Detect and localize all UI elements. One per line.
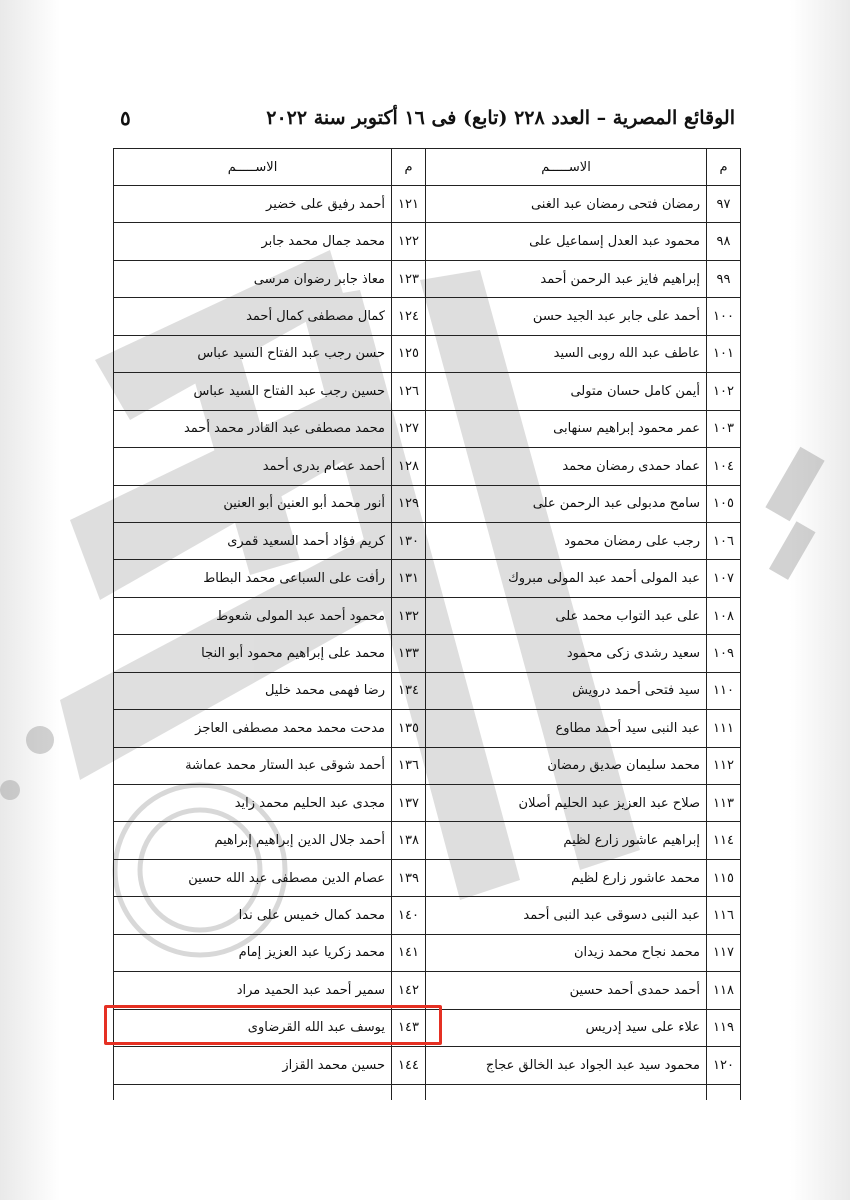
row-name: محمد جمال محمد جابر [114, 223, 392, 260]
row-number: ١٤٠ [392, 897, 426, 934]
gazette-title: الوقائع المصرية – العدد ٢٢٨ (تابع) فى ١٦ أكتوبر سنة ٢٠٢٢ [266, 107, 735, 129]
row-name: عماد حمدى رمضان محمد [426, 448, 707, 485]
row-name: رضا فهمى محمد خليل [114, 672, 392, 709]
row-name: محمد سليمان صديق رمضان [426, 747, 707, 784]
row-name: علاء على سيد إدريس [426, 1009, 707, 1046]
table-row [114, 560, 741, 597]
table-row [114, 785, 741, 822]
row-name: محمود سيد عبد الجواد عبد الخالق عجاج [426, 1047, 707, 1084]
row-number: ٩٧ [707, 186, 741, 223]
row-name: معاذ جابر رضوان مرسى [114, 260, 392, 297]
row-name: أحمد شوقى عبد الستار محمد عماشة [114, 747, 392, 784]
row-name: أحمد جلال الدين إبراهيم إبراهيم [114, 822, 392, 859]
row-name: مدحت محمد محمد مصطفى العاجز [114, 710, 392, 747]
table-row [114, 597, 741, 634]
row-number: ١٣٣ [392, 635, 426, 672]
row-name: عاطف عبد الله روبى السيد [426, 335, 707, 372]
row-name: كريم فؤاد أحمد السعيد قمرى [114, 522, 392, 559]
row-number: ١٢٩ [392, 485, 426, 522]
row-number: ١٣٦ [392, 747, 426, 784]
table-row-continuation [114, 1084, 741, 1100]
row-number: ١٠٥ [707, 485, 741, 522]
row-number: ١١٧ [707, 934, 741, 971]
row-number: ١٣١ [392, 560, 426, 597]
highlight-box [104, 1005, 442, 1045]
row-number: ١١٦ [707, 897, 741, 934]
row-number: ١٠٧ [707, 560, 741, 597]
row-number: ١٤٣ [392, 1009, 426, 1046]
row-number: ١٣٠ [392, 522, 426, 559]
row-name: عمر محمود إبراهيم سنهابى [426, 410, 707, 447]
row-name: سيد فتحى أحمد درويش [426, 672, 707, 709]
row-name: كمال مصطفى كمال أحمد [114, 298, 392, 335]
table-row [114, 298, 741, 335]
row-name: على عبد التواب محمد على [426, 597, 707, 634]
row-name: رجب على رمضان محمود [426, 522, 707, 559]
row-name: أحمد حمدى أحمد حسين [426, 972, 707, 1009]
row-name: حسين محمد القزاز [114, 1047, 392, 1084]
row-name: أيمن كامل حسان متولى [426, 373, 707, 410]
row-number: ١٤٤ [392, 1047, 426, 1084]
row-name: أحمد رفيق على خضير [114, 186, 392, 223]
row-number: ٩٨ [707, 223, 741, 260]
empty-cell [707, 1084, 741, 1100]
row-name: عبد النبى دسوقى عبد النبى أحمد [426, 897, 707, 934]
row-number: ٩٩ [707, 260, 741, 297]
row-number: ١٣٢ [392, 597, 426, 634]
row-number: ١٣٥ [392, 710, 426, 747]
table-row [114, 672, 741, 709]
header-name-right: الاســـــم [426, 149, 707, 186]
table-row [114, 859, 741, 896]
row-name: عبد النبى سيد أحمد مطاوع [426, 710, 707, 747]
names-table [113, 148, 741, 1100]
table-row [114, 335, 741, 372]
row-name: مجدى عبد الحليم محمد زايد [114, 785, 392, 822]
row-name: محمد كمال خميس على ندا [114, 897, 392, 934]
row-number: ١٠٠ [707, 298, 741, 335]
row-number: ١٣٨ [392, 822, 426, 859]
row-number: ١٠٤ [707, 448, 741, 485]
row-number: ١٢٣ [392, 260, 426, 297]
row-number: ١٣٩ [392, 859, 426, 896]
row-number: ١١١ [707, 710, 741, 747]
row-name: عبد المولى أحمد عبد المولى مبروك [426, 560, 707, 597]
page-header [120, 98, 735, 138]
row-number: ١٣٧ [392, 785, 426, 822]
row-name: سمير أحمد عبد الحميد مراد [114, 972, 392, 1009]
table-row [114, 522, 741, 559]
row-name: محمود أحمد عبد المولى شعوط [114, 597, 392, 634]
row-name: إبراهيم فايز عبد الرحمن أحمد [426, 260, 707, 297]
row-number: ١٢٨ [392, 448, 426, 485]
table-row [114, 822, 741, 859]
row-number: ١٢٠ [707, 1047, 741, 1084]
row-name: أحمد عصام بدرى أحمد [114, 448, 392, 485]
row-name: محمد نجاح محمد زيدان [426, 934, 707, 971]
row-number: ١٠١ [707, 335, 741, 372]
row-number: ١١٣ [707, 785, 741, 822]
table-row [114, 448, 741, 485]
row-name: محمد مصطفى عبد القادر محمد أحمد [114, 410, 392, 447]
row-number: ١٤١ [392, 934, 426, 971]
row-name: صلاح عبد العزيز عبد الحليم أصلان [426, 785, 707, 822]
row-number: ١١٨ [707, 972, 741, 1009]
table-row [114, 260, 741, 297]
row-number: ١٢٥ [392, 335, 426, 372]
row-number: ١٢١ [392, 186, 426, 223]
empty-cell [426, 1084, 707, 1100]
row-name: إبراهيم عاشور زارع لظيم [426, 822, 707, 859]
header-number-left: م [392, 149, 426, 186]
row-name: حسين رجب عبد الفتاح السيد عباس [114, 373, 392, 410]
row-number: ١٤٢ [392, 972, 426, 1009]
row-number: ١٠٦ [707, 522, 741, 559]
row-name: محمود عبد العدل إسماعيل على [426, 223, 707, 260]
row-name: سامح مدبولى عبد الرحمن على [426, 485, 707, 522]
table-row [114, 223, 741, 260]
table-row [114, 186, 741, 223]
table-row [114, 410, 741, 447]
row-name: رأفت على السباعى محمد البطاط [114, 560, 392, 597]
header-name-left: الاســـــم [114, 149, 392, 186]
row-number: ١٠٣ [707, 410, 741, 447]
row-number: ١٢٢ [392, 223, 426, 260]
table-row [114, 934, 741, 971]
table-row [114, 747, 741, 784]
row-name: أنور محمد أبو العنين أبو العنين [114, 485, 392, 522]
row-number: ١٠٩ [707, 635, 741, 672]
table-header-row [114, 149, 741, 186]
row-number: ١١٥ [707, 859, 741, 896]
empty-cell [392, 1084, 426, 1100]
row-name: حسن رجب عبد الفتاح السيد عباس [114, 335, 392, 372]
row-number: ١٠٨ [707, 597, 741, 634]
row-name: رمضان فتحى رمضان عبد الغنى [426, 186, 707, 223]
row-number: ١٢٦ [392, 373, 426, 410]
page-number: ٥ [120, 106, 131, 130]
row-number: ١١٠ [707, 672, 741, 709]
row-number: ١١٩ [707, 1009, 741, 1046]
table-row [114, 897, 741, 934]
row-name: محمد على إبراهيم محمود أبو النجا [114, 635, 392, 672]
row-name: يوسف عبد الله القرضاوى [114, 1009, 392, 1046]
table-row [114, 972, 741, 1009]
row-name: محمد عاشور زارع لظيم [426, 859, 707, 896]
row-name: سعيد رشدى زكى محمود [426, 635, 707, 672]
row-number: ١١٤ [707, 822, 741, 859]
row-name: أحمد على جابر عبد الجيد حسن [426, 298, 707, 335]
table-row [114, 635, 741, 672]
row-name: محمد زكريا عبد العزيز إمام [114, 934, 392, 971]
table-row [114, 373, 741, 410]
row-number: ١٠٢ [707, 373, 741, 410]
row-name: عصام الدين مصطفى عبد الله حسين [114, 859, 392, 896]
empty-cell [114, 1084, 392, 1100]
header-number-right: م [707, 149, 741, 186]
row-number: ١٢٤ [392, 298, 426, 335]
table-row [114, 710, 741, 747]
row-number: ١٢٧ [392, 410, 426, 447]
table-row [114, 485, 741, 522]
row-number: ١١٢ [707, 747, 741, 784]
row-number: ١٣٤ [392, 672, 426, 709]
table-row [114, 1047, 741, 1084]
